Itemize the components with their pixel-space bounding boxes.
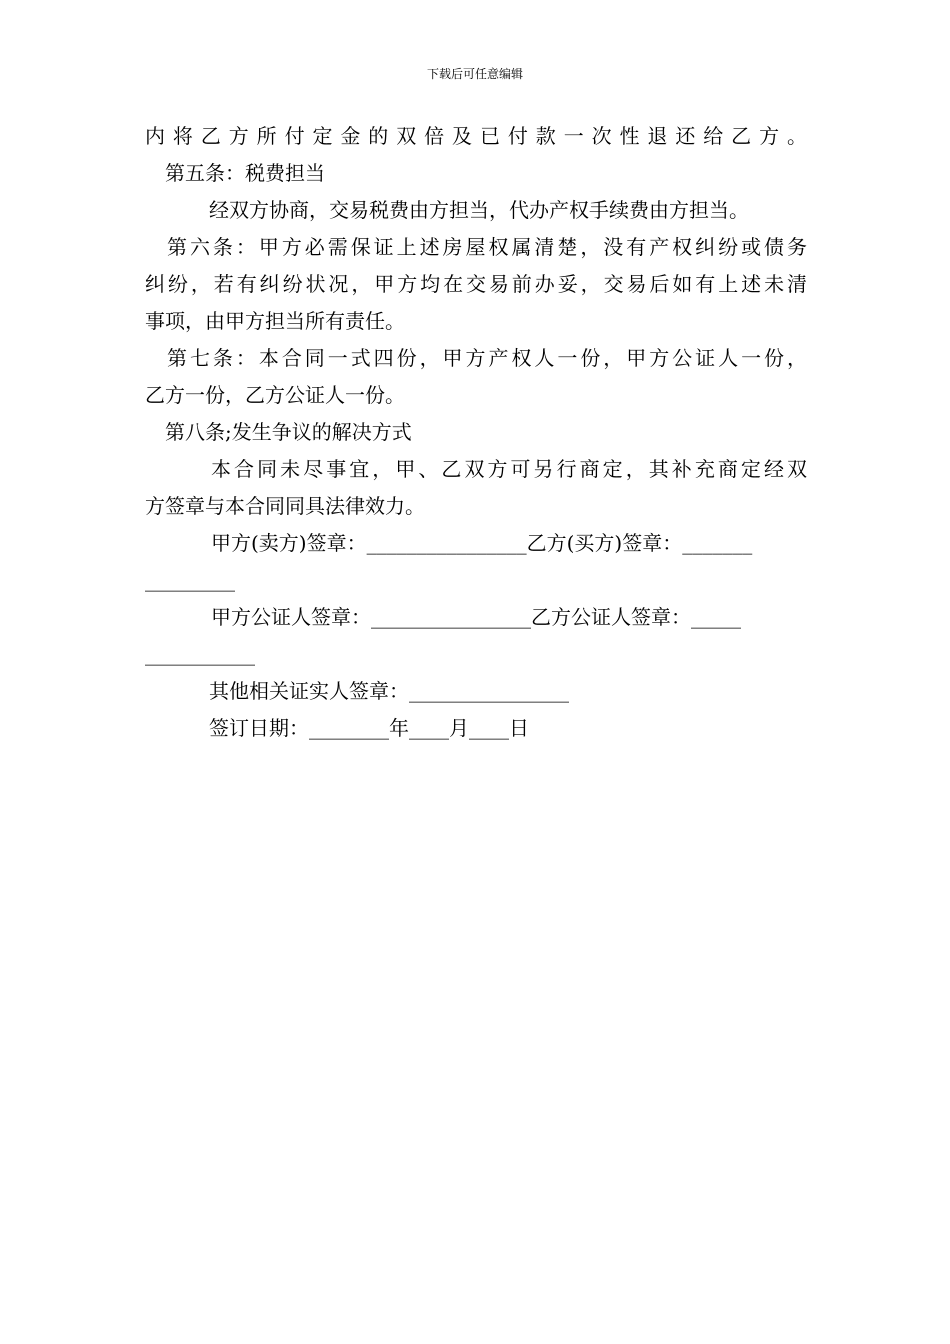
text-line: 经双方协商，交易税费由方担当，代办产权手续费由方担当。 [209, 198, 749, 222]
signature-continuation-line: ___________ [145, 642, 255, 666]
witness-signature-line: 其他相关证实人签章：________________ [209, 679, 569, 703]
text-line: 本合同未尽事宜，甲、乙双方可另行商定，其补充商定经双 [211, 457, 807, 481]
article-6-heading: 第六条：甲方必需保证上述房屋权属清楚，没有产权纠纷或债务 [167, 235, 807, 259]
text-line: 方签章与本合同同具法律效力。 [145, 494, 425, 518]
text-line: 事项，由甲方担当所有责任。 [145, 309, 405, 333]
text-line: 乙方一份，乙方公证人一份。 [145, 383, 405, 407]
text-line: 内将乙方所付定金的双倍及已付款一次性退还给乙方。 [145, 124, 807, 148]
seller-buyer-signature-line: 甲方(卖方)签章：________________乙方(买方)签章：_______ [211, 531, 753, 555]
contract-body [145, 118, 807, 747]
article-8-heading: 第八条;发生争议的解决方式 [165, 420, 412, 444]
signature-continuation-line: _________ [145, 568, 235, 592]
notary-signature-line: 甲方公证人签章：________________乙方公证人签章：_____ [211, 605, 741, 629]
signing-date-line: 签订日期：________年____月____日 [209, 716, 529, 740]
article-5-heading: 第五条：税费担当 [165, 161, 325, 185]
text-line: 纠纷，若有纠纷状况，甲方均在交易前办妥，交易后如有上述未清 [145, 272, 807, 296]
header-note: 下载后可任意编辑 [426, 67, 523, 81]
article-7-heading: 第七条：本合同一式四份，甲方产权人一份，甲方公证人一份， [167, 346, 807, 370]
